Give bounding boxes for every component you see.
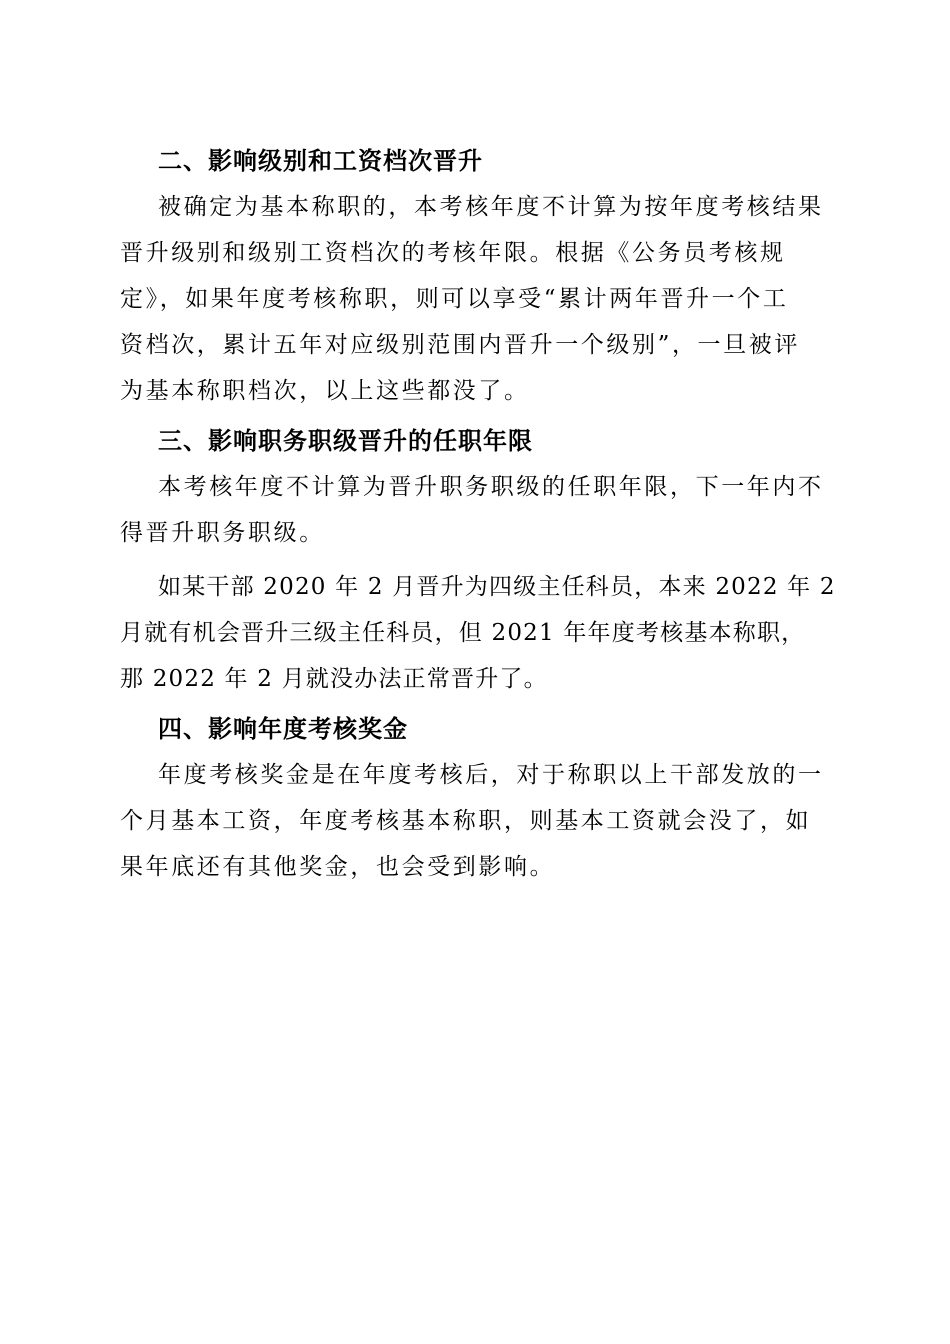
paragraph (120, 564, 836, 702)
text-line: 定》，如果年度考核称职，则可以享受“累计两年晋升一个工 (120, 286, 789, 312)
paragraph (120, 464, 830, 556)
section-2 (120, 138, 830, 414)
document-page (120, 138, 836, 890)
text-line: 本考核年度不计算为晋升职务职级的任职年限，下一年内不 (158, 474, 824, 500)
text-line: 如某干部 2020 年 2 月晋升为四级主任科员，本来 2022 年 2 (158, 574, 836, 600)
section-heading: 二、影响级别和工资档次晋升 (158, 147, 483, 175)
text-line: 年度考核奖金是在年度考核后，对于称职以上干部发放的一 (158, 762, 824, 788)
text-line: 被确定为基本称职的，本考核年度不计算为按年度考核结果 (158, 194, 824, 220)
text-line: 晋升级别和级别工资档次的考核年限。根据《公务员考核规 (120, 240, 786, 266)
text-line: 果年底还有其他奖金，也会受到影响。 (120, 854, 556, 880)
text-line: 个月基本工资，年度考核基本称职，则基本工资就会没了，如 (120, 808, 812, 834)
section-heading: 四、影响年度考核奖金 (158, 715, 408, 743)
paragraph (120, 184, 830, 414)
text-line: 为基本称职档次，以上这些都没了。 (120, 378, 530, 404)
section-3 (120, 418, 836, 702)
section-4 (120, 706, 830, 890)
section-heading: 三、影响职务职级晋升的任职年限 (158, 427, 533, 455)
text-line: 资档次，累计五年对应级别范围内晋升一个级别”，一旦被评 (120, 332, 800, 358)
text-line: 那 2022 年 2 月就没办法正常晋升了。 (120, 666, 548, 692)
text-line: 月就有机会晋升三级主任科员，但 2021 年年度考核基本称职， (120, 620, 806, 646)
paragraph (120, 752, 830, 890)
text-line: 得晋升职务职级。 (120, 520, 325, 546)
